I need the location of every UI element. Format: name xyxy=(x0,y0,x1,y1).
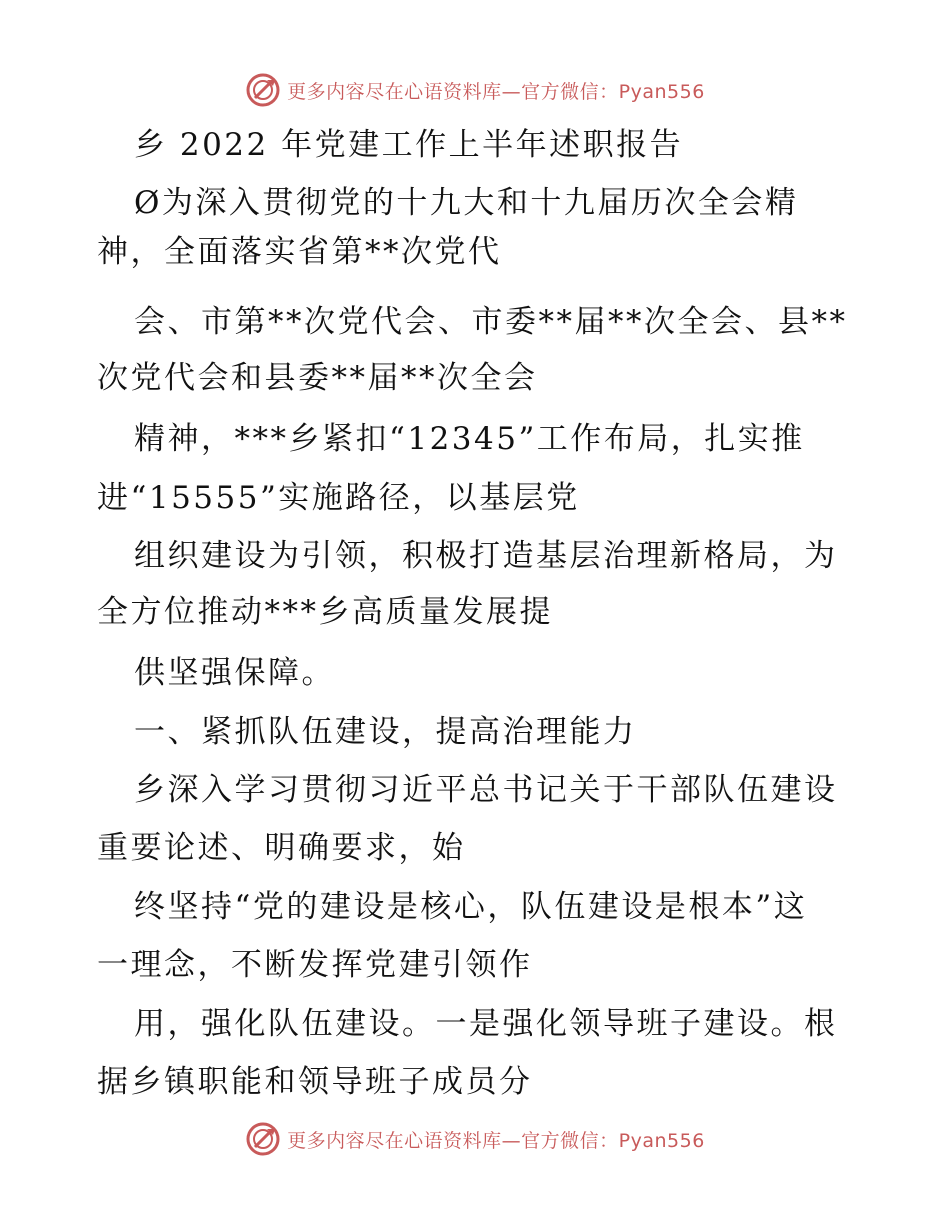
header-banner xyxy=(0,70,950,110)
doc-line: 精神，***乡紧扣“12345”工作布局，扎实推 xyxy=(134,421,805,457)
section-heading: 一、紧抓队伍建设，提高治理能力 xyxy=(134,714,637,750)
doc-line: Ø为深入贯彻党的十九大和十九届历次全会精 xyxy=(134,185,799,221)
seal-logo-icon xyxy=(245,1121,281,1157)
doc-line: 用，强化队伍建设。一是强化领导班子建设。根 xyxy=(134,1006,838,1042)
doc-line: 会、市第**次党代会、市委**届**次全会、县** xyxy=(134,304,848,340)
doc-line: 次党代会和县委**届**次全会 xyxy=(97,360,538,396)
doc-line: 全方位推动***乡高质量发展提 xyxy=(97,594,553,630)
footer-banner xyxy=(0,1119,950,1159)
doc-line: 据乡镇职能和领导班子成员分 xyxy=(97,1064,533,1100)
doc-line: 进“15555”实施路径，以基层党 xyxy=(97,480,580,516)
seal-logo-icon xyxy=(245,72,281,108)
header-banner-text: 更多内容尽在心语资料库—官方微信：Pyan556 xyxy=(287,80,705,103)
doc-line: 乡深入学习贯彻习近平总书记关于干部队伍建设 xyxy=(134,772,838,808)
doc-line: 组织建设为引领，积极打造基层治理新格局，为 xyxy=(134,538,838,574)
doc-line: 神，全面落实省第**次党代 xyxy=(97,234,502,270)
doc-title: 乡 2022 年党建工作上半年述职报告 xyxy=(134,127,684,163)
doc-line: 重要论述、明确要求，始 xyxy=(97,830,466,866)
doc-line: 终坚持“党的建设是核心，队伍建设是根本”这 xyxy=(134,889,808,925)
doc-line: 一理念，不断发挥党建引领作 xyxy=(97,947,533,983)
footer-banner-text: 更多内容尽在心语资料库—官方微信：Pyan556 xyxy=(287,1129,705,1152)
doc-line: 供坚强保障。 xyxy=(134,655,335,691)
